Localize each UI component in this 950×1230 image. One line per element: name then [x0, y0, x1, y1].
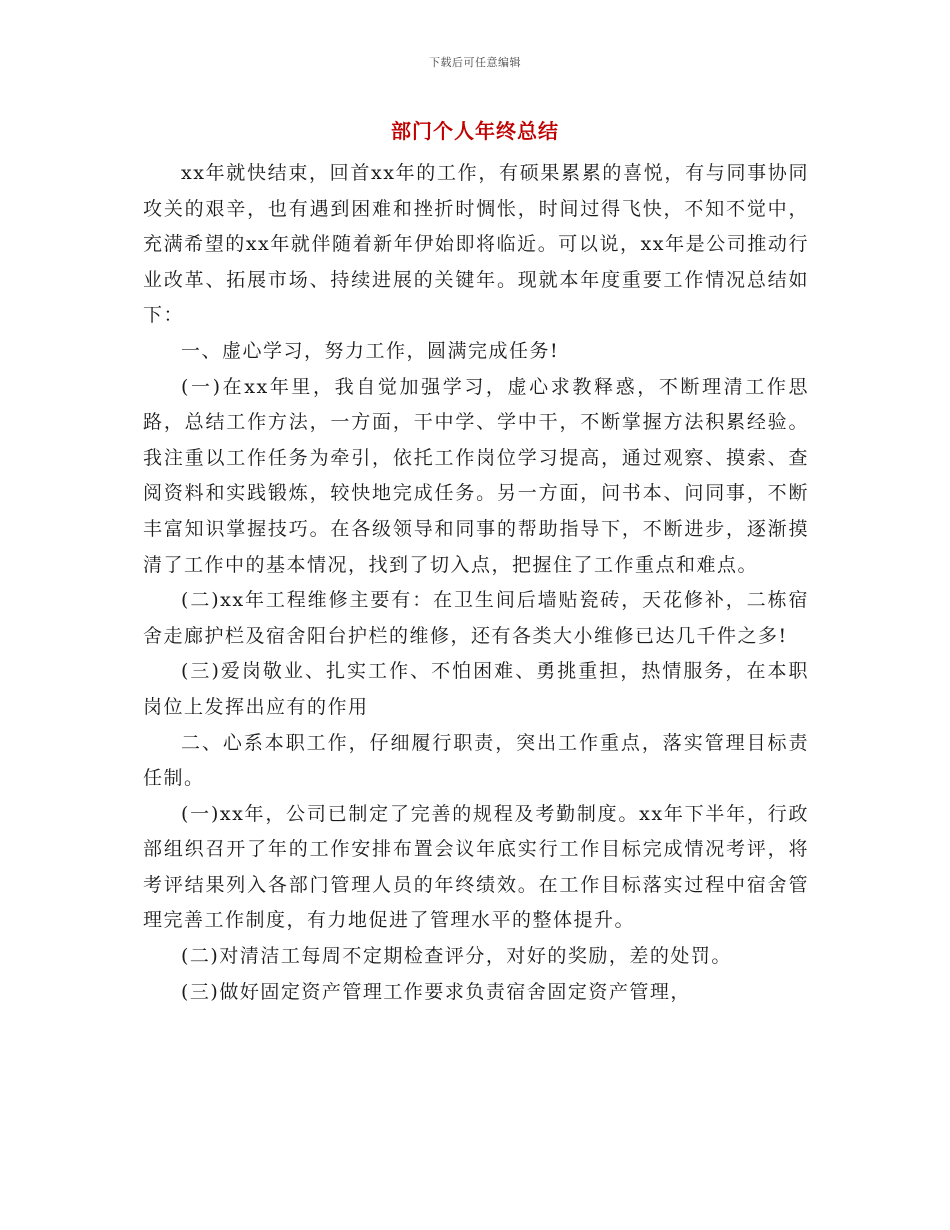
- document-title: 部门个人年终总结: [391, 119, 559, 143]
- header-note: 下载后可任意编辑: [429, 56, 521, 69]
- document-body: [143, 156, 809, 1010]
- section-heading-2: 二、心系本职工作，仔细履行职责，突出工作重点，落实管理目标责任制。: [143, 731, 809, 790]
- paragraph-1-2: (二)xx年工程维修主要有：在卫生间后墙贴瓷砖，天花修补，二栋宿舍走廊护栏及宿舍阳台护栏的维修，还有各类大小维修已达几千件之多!: [143, 589, 809, 647]
- paragraph-1-1: (一)在xx年里，我自觉加强学习，虚心求教释惑，不断理清工作思路，总结工作方法，一方面，干中学、学中干，不断掌握方法积累经验。我注重以工作任务为牵引，依托工作岗位学习提高，通过观察、摸索、查阅资料和实践锻炼，较快地完成任务。另一方面，问书本、问同事，不断丰富知识掌握技巧。在各级领导和同事的帮助指导下，不断进步，逐渐摸清了工作中的基本情况，找到了切入点，把握住了工作重点和难点。: [143, 375, 809, 576]
- paragraph-2-1: (一)xx年，公司已制定了完善的规程及考勤制度。xx年下半年，行政部组织召开了年的工作安排布置会议年底实行工作目标完成情况考评，将考评结果列入各部门管理人员的年终绩效。在工作目标落实过程中宿舍管理完善工作制度，有力地促进了管理水平的整体提升。: [143, 802, 809, 932]
- paragraph-2-2: (二)对清洁工每周不定期检查评分，对好的奖励，差的处罚。: [181, 945, 732, 968]
- section-heading-1: 一、虚心学习，努力工作，圆满完成任务!: [181, 339, 560, 362]
- paragraph-2-3: (三)做好固定资产管理工作要求负责宿舍固定资产管理，: [181, 980, 691, 1003]
- paragraph-intro: xx年就快结束，回首xx年的工作，有硕果累累的喜悦，有与同事协同攻关的艰辛，也有遇到困难和挫折时惆怅，时间过得飞快，不知不觉中，充满希望的xx年就伴随着新年伊始即将临近。可以说，xx年是公司推动行业改革、拓展市场、持续进展的关键年。现就本年度重要工作情况总结如下：: [143, 162, 809, 327]
- paragraph-1-3: (三)爱岗敬业、扎实工作、不怕困难、勇挑重担，热情服务，在本职岗位上发挥出应有的作用: [143, 660, 809, 718]
